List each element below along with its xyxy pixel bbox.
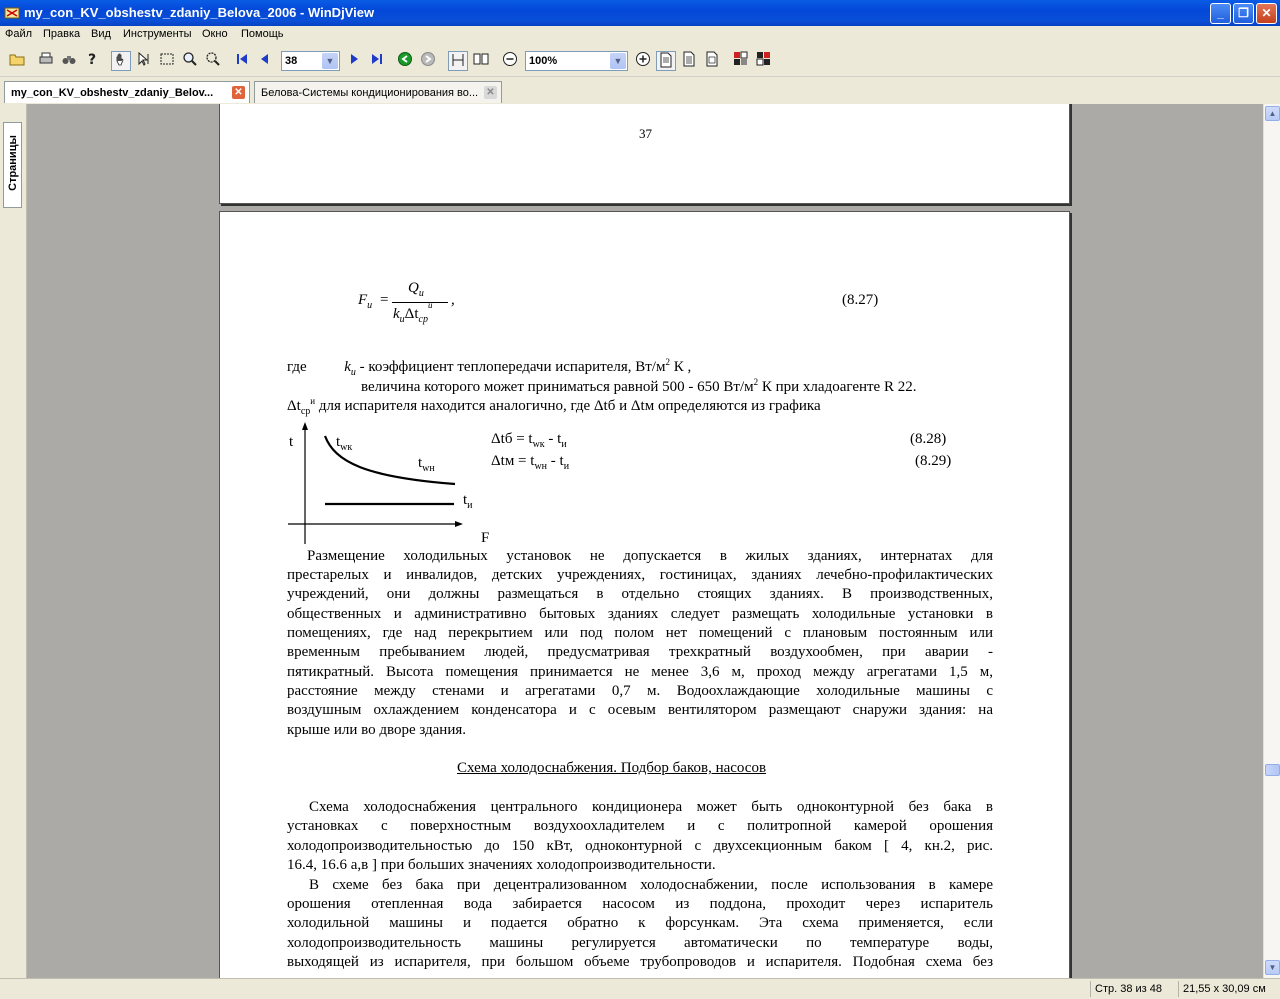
tab-document-1[interactable]: [4, 81, 250, 103]
close-tab-icon[interactable]: ✕: [232, 86, 245, 99]
forward-icon[interactable]: [418, 51, 438, 71]
menu-tools[interactable]: Инструменты: [123, 28, 192, 40]
paragraph-line: учреждений, они должны размещаться в отдельно стоящих зданиях. В производственных,: [287, 586, 993, 602]
graph-t-axis-label: t: [289, 434, 294, 450]
color-mode-icon[interactable]: [731, 51, 751, 71]
windjview-app-icon[interactable]: [4, 5, 20, 21]
text-select-tool-icon[interactable]: [134, 51, 154, 71]
paragraph-line: Схема холодоснабжения центрального кондиционера может быть одноконтурной без бака в: [309, 799, 993, 815]
menu-window[interactable]: Окно: [202, 28, 228, 40]
paragraph-line: пятикратный. Высота помещения принимается не менее 3,6 м, проход между агрегатами 1,5 м,: [287, 664, 993, 680]
toolbar: [0, 46, 1280, 77]
close-tab-icon[interactable]: ✕: [484, 86, 497, 99]
scroll-down-icon[interactable]: ▼: [1265, 960, 1280, 975]
chevron-down-icon[interactable]: ▼: [610, 53, 626, 69]
temperature-graph: [285, 422, 500, 547]
paragraph-line: воздушным охлаждением конденсатора и с осевым вентилятором размещают снаружи здания: на: [287, 702, 993, 718]
text-line: величина которого может приниматься равной 500 - 650 $Вт/м^2$ К при хладоагенте R 22.: [361, 377, 917, 395]
tab-label: Белова-Системы кондиционирования во...: [261, 87, 479, 99]
document-tab-bar: [0, 78, 1280, 104]
zoom-value: 100%: [529, 55, 558, 67]
facing-pages-layout-icon[interactable]: [471, 51, 491, 71]
minimize-button[interactable]: _: [1210, 3, 1231, 24]
equation-8-29: $\Delta tм = t_{wн} - t_и$: [491, 453, 570, 472]
title-bar: [0, 0, 1280, 26]
equation-number-8-28: (8.28): [910, 431, 947, 447]
paragraph-line: расстояние между стенами и агрегатами 0,7 м. Водоохлаждающие холодильные машины с: [287, 683, 993, 699]
previous-page-icon[interactable]: [255, 51, 275, 71]
paragraph-line: 16.4, 16.6 а,в ] при больших значениях холодопроизводительности.: [287, 857, 716, 873]
menu-view[interactable]: Вид: [91, 28, 111, 40]
paragraph-line: Размещение холодильных установок не допускается в жилых зданиях, интернатах для: [307, 548, 993, 564]
status-bar: [0, 978, 1280, 999]
status-page-info: Стр. 38 из 48: [1090, 981, 1172, 997]
status-page-size: 21,55 x 30,09 см: [1178, 981, 1280, 997]
zoom-rect-icon[interactable]: [203, 51, 223, 71]
pages-panel-label: Страницы: [7, 135, 19, 191]
first-page-icon[interactable]: [232, 51, 252, 71]
fit-width-icon[interactable]: [679, 51, 699, 71]
menu-bar: [0, 26, 1280, 44]
zoom-combo[interactable]: [525, 51, 628, 71]
page-number-label: 37: [639, 126, 652, 141]
fit-page-icon[interactable]: [702, 51, 722, 71]
page-number-value: 38: [285, 55, 298, 67]
scroll-up-icon[interactable]: ▲: [1265, 106, 1280, 121]
document-view[interactable]: [27, 104, 1263, 978]
menu-help[interactable]: Помощь: [241, 28, 284, 40]
next-page-icon[interactable]: [344, 51, 364, 71]
paragraph-line: В схеме без бака при децентрализованном холодоснабжении, после использования в камере: [309, 877, 993, 893]
graph-twk-label: $t_{wк}$: [336, 434, 353, 453]
page-number-combo[interactable]: [281, 51, 340, 71]
svg-text:?: ?: [88, 52, 97, 67]
rectangle-select-icon[interactable]: [157, 51, 177, 71]
paragraph-line: установках с поверхностным воздухоохладителем и с политропной камерой орошения: [287, 818, 993, 834]
print-icon[interactable]: [36, 51, 56, 71]
text-line: $\Delta t_{ср}^и$ для испарителя находится аналогично, где Δtб и Δtм определяются из графика: [287, 396, 821, 417]
paragraph-line: крыше или во дворе здания.: [287, 722, 467, 738]
graph-ti-label: $t_и$: [463, 492, 473, 511]
paragraph-line: помещениях, где над перекрытием или под полом нет помещений с плановым постоянным или: [287, 625, 993, 641]
vertical-scrollbar[interactable]: [1263, 104, 1280, 978]
maximize-button[interactable]: ❐: [1233, 3, 1254, 24]
find-binoculars-icon[interactable]: [59, 51, 79, 71]
help-icon[interactable]: [82, 51, 102, 71]
open-folder-icon[interactable]: [7, 51, 27, 71]
paragraph-line: орошения отепленная вода забирается насосом из поддона, проходит через испаритель: [287, 896, 993, 912]
paragraph-line: временным пребыванием людей, предусматривая трехкратный воздухообмен, при аварии -: [287, 644, 993, 660]
page-38: [219, 211, 1070, 978]
actual-size-icon[interactable]: [656, 51, 676, 71]
zoom-in-icon[interactable]: [633, 51, 653, 71]
pages-panel-tab[interactable]: [3, 122, 22, 208]
close-button[interactable]: ✕: [1256, 3, 1277, 24]
back-icon[interactable]: [395, 51, 415, 71]
zoom-out-icon[interactable]: [500, 51, 520, 71]
equation-8-28: $\Delta tб = t_{wк} - t_и$: [491, 431, 567, 450]
menu-file[interactable]: Файл: [5, 28, 33, 40]
display-mode-icon[interactable]: [754, 51, 774, 71]
single-page-layout-icon[interactable]: [448, 51, 468, 71]
paragraph-line: общественных и административно бытовых зданиях следует размещать холодильные установки в: [287, 606, 993, 622]
paragraph-line: холодильной машины и подается обратно к форсункам. Эта схема применяется, если: [287, 915, 993, 931]
last-page-icon[interactable]: [367, 51, 387, 71]
formula-8-27: $F_и$ = $Q_и$ $k_и\Delta t_{ср}^и$ ,: [358, 280, 455, 325]
graph-f-axis-label: F: [481, 530, 490, 546]
side-panel: [0, 104, 27, 978]
scrollbar-thumb[interactable]: [1265, 764, 1280, 776]
equation-number-8-29: (8.29): [915, 453, 952, 469]
section-heading: Схема холодоснабжения. Подбор баков, насосов: [457, 760, 767, 776]
paragraph-line: выходящей из испарителя, при большом объеме трубопроводов и испарителя. Подобная схема без: [287, 954, 993, 970]
paragraph-line: престарелых и инвалидов, детских учреждениях, гостиницах, зданиях лечебно-профилактических: [287, 567, 993, 583]
zoom-tool-icon[interactable]: [180, 51, 200, 71]
page-37: [219, 104, 1070, 204]
paragraph-line: холодопроизводительность машины регулируется автоматически по температуре воды,: [287, 935, 993, 951]
window-title: my_con_KV_obshestv_zdaniy_Belova_2006 - WinDjView: [24, 5, 375, 20]
hand-tool-icon[interactable]: [111, 51, 131, 71]
text-line: где $k_и$ - коэффициент теплопередачи испарителя, $Вт/м^2$ К ,: [287, 357, 692, 378]
tab-label: my_con_KV_obshestv_zdaniy_Belov...: [11, 87, 214, 99]
menu-edit[interactable]: Правка: [43, 28, 81, 40]
tab-document-2[interactable]: [254, 81, 502, 103]
chevron-down-icon[interactable]: ▼: [322, 53, 338, 69]
paragraph-line: холодопроизводительностью до 150 кВт, одноконтурной с двухсекционным баком [ 4, кн.2, рис.: [287, 838, 993, 854]
equation-number-8-27: (8.27): [842, 292, 879, 308]
graph-twn-label: $t_{wн}$: [418, 455, 435, 474]
